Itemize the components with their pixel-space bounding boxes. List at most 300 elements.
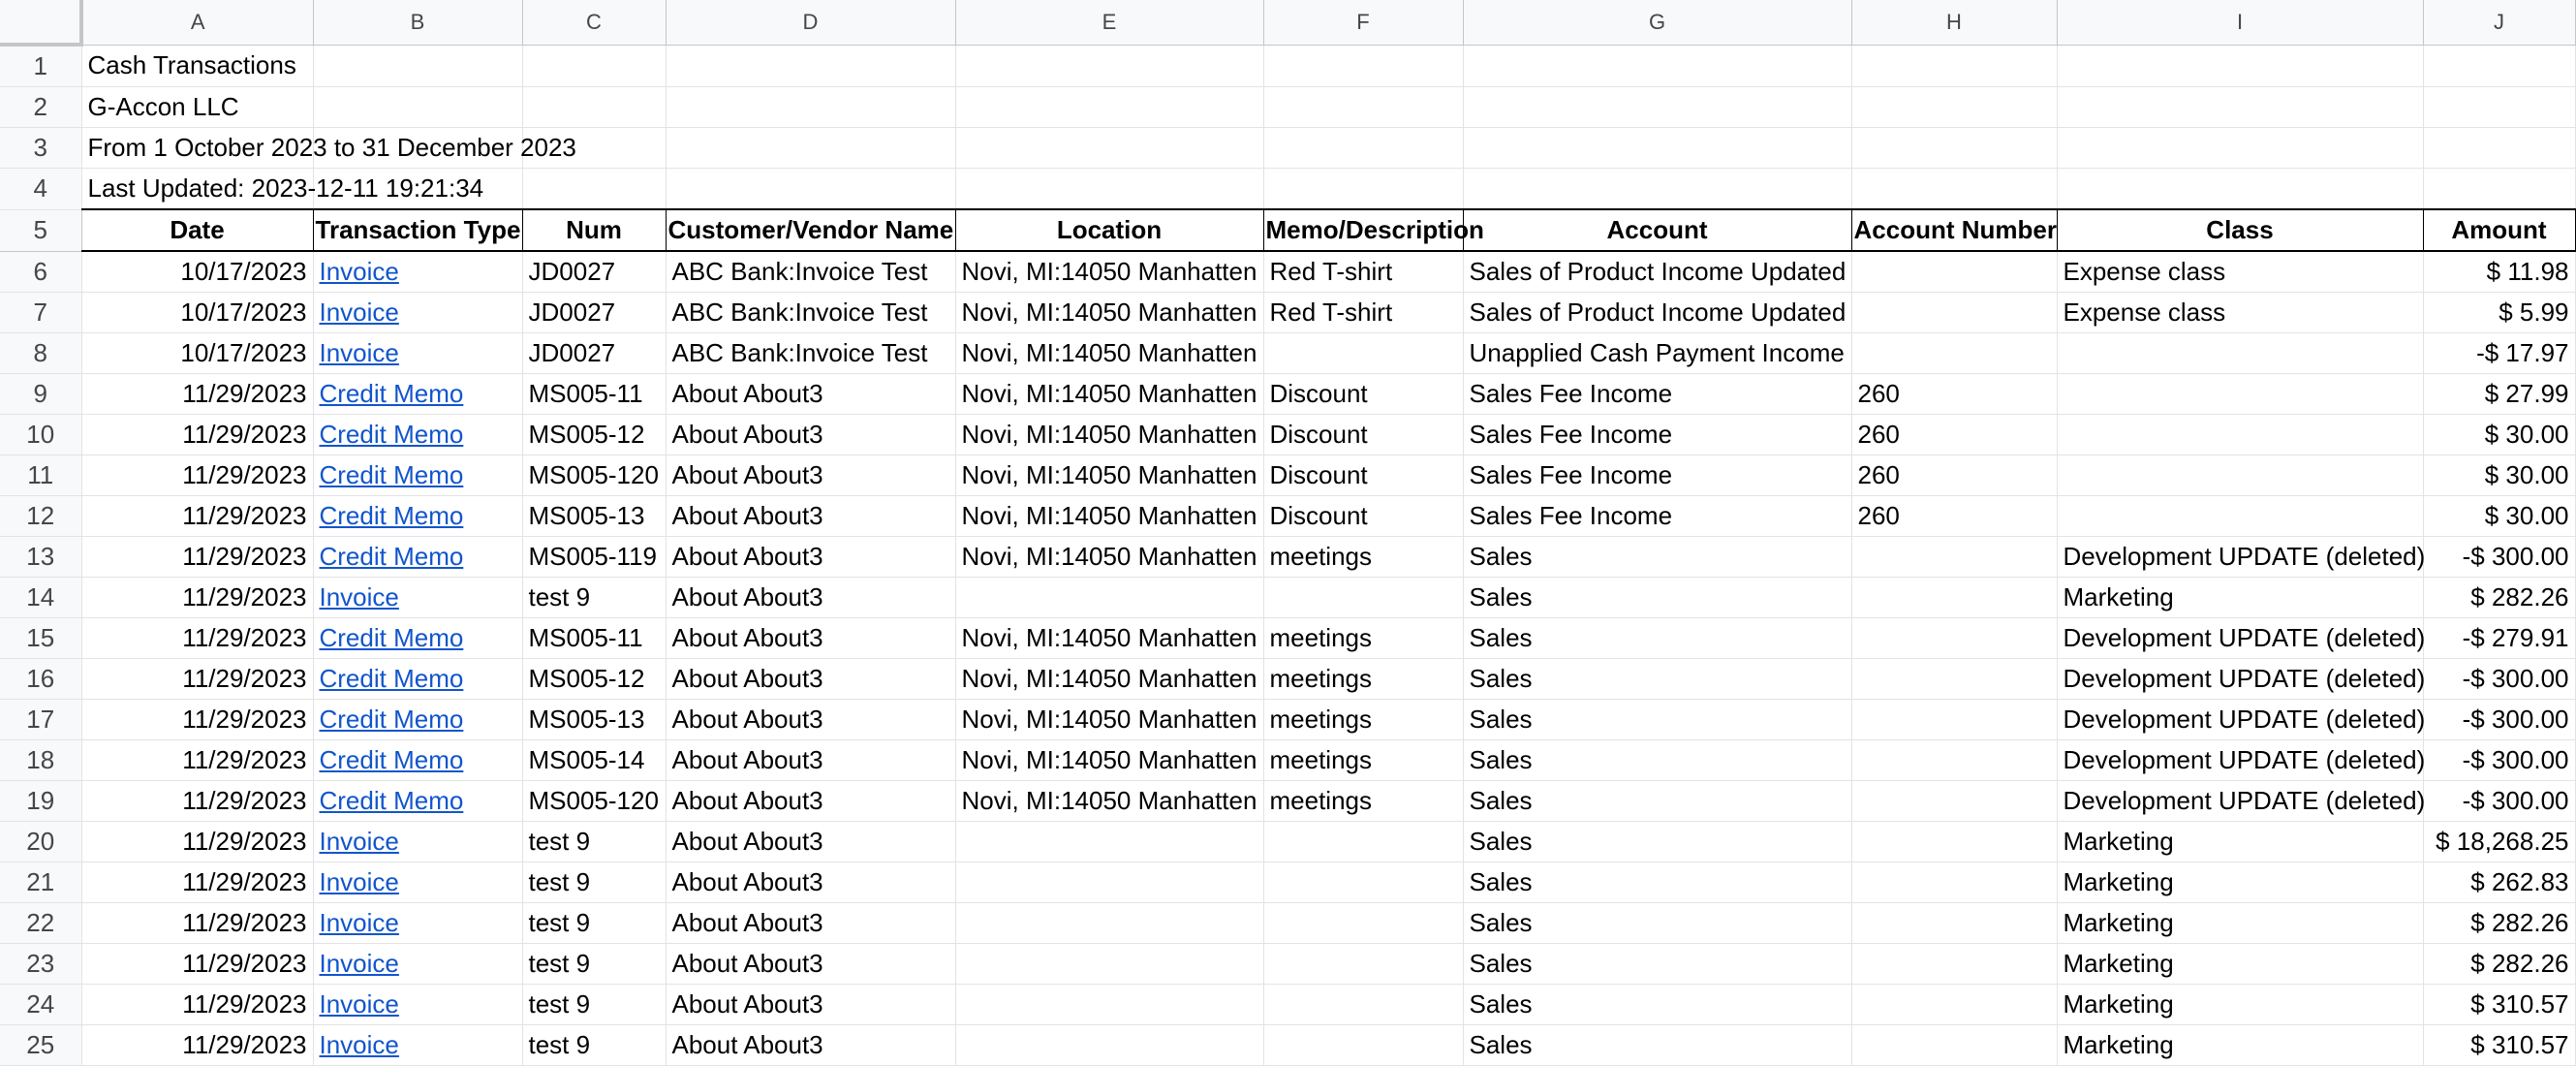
memo-cell[interactable] xyxy=(1263,333,1463,374)
account-number-cell[interactable] xyxy=(1851,659,2057,700)
account-number-cell[interactable]: 260 xyxy=(1851,415,2057,455)
transaction-type-cell[interactable] xyxy=(313,1025,522,1066)
header-class[interactable]: Class xyxy=(2057,209,2423,251)
class-cell[interactable] xyxy=(2057,455,2423,496)
row-header[interactable]: 8 xyxy=(0,333,81,374)
transaction-link[interactable]: Invoice xyxy=(319,338,399,367)
row-header[interactable]: 21 xyxy=(0,862,81,903)
account-number-cell[interactable] xyxy=(1851,903,2057,944)
transaction-link[interactable]: Invoice xyxy=(319,827,399,856)
date-cell[interactable]: 11/29/2023 xyxy=(81,985,313,1025)
column-header-c[interactable]: C xyxy=(522,0,666,45)
num-cell[interactable]: MS005-11 xyxy=(522,374,666,415)
num-cell[interactable]: MS005-14 xyxy=(522,740,666,781)
num-cell[interactable]: MS005-120 xyxy=(522,781,666,822)
transaction-type-cell[interactable] xyxy=(313,903,522,944)
transaction-link[interactable]: Credit Memo xyxy=(319,379,464,408)
amount-cell[interactable]: -$ 300.00 xyxy=(2423,740,2575,781)
date-range-cell[interactable]: From 1 October 2023 to 31 December 2023 xyxy=(81,128,313,169)
customer-vendor-cell[interactable]: About About3 xyxy=(666,455,955,496)
row-header[interactable]: 19 xyxy=(0,781,81,822)
memo-cell[interactable]: Discount xyxy=(1263,374,1463,415)
memo-cell[interactable] xyxy=(1263,1025,1463,1066)
report-title-cell[interactable]: Cash Transactions xyxy=(81,45,313,87)
customer-vendor-cell[interactable]: ABC Bank:Invoice Test xyxy=(666,293,955,333)
memo-cell[interactable]: Red T-shirt xyxy=(1263,293,1463,333)
num-cell[interactable]: JD0027 xyxy=(522,293,666,333)
transaction-type-cell[interactable] xyxy=(313,781,522,822)
memo-cell[interactable] xyxy=(1263,903,1463,944)
customer-vendor-cell[interactable]: About About3 xyxy=(666,415,955,455)
row-header[interactable]: 11 xyxy=(0,455,81,496)
amount-cell[interactable]: $ 282.26 xyxy=(2423,578,2575,618)
account-number-cell[interactable] xyxy=(1851,944,2057,985)
customer-vendor-cell[interactable]: About About3 xyxy=(666,862,955,903)
class-cell[interactable]: Expense class xyxy=(2057,251,2423,293)
customer-vendor-cell[interactable]: About About3 xyxy=(666,1025,955,1066)
num-cell[interactable]: MS005-11 xyxy=(522,618,666,659)
memo-cell[interactable]: Red T-shirt xyxy=(1263,251,1463,293)
num-cell[interactable]: MS005-12 xyxy=(522,659,666,700)
location-cell[interactable] xyxy=(955,985,1263,1025)
num-cell[interactable]: test 9 xyxy=(522,1025,666,1066)
class-cell[interactable]: Development UPDATE (deleted) xyxy=(2057,740,2423,781)
amount-cell[interactable]: $ 5.99 xyxy=(2423,293,2575,333)
date-cell[interactable]: 11/29/2023 xyxy=(81,496,313,537)
date-cell[interactable]: 10/17/2023 xyxy=(81,251,313,293)
memo-cell[interactable]: Discount xyxy=(1263,415,1463,455)
row-header[interactable]: 5 xyxy=(0,209,81,251)
customer-vendor-cell[interactable]: About About3 xyxy=(666,700,955,740)
header-amount[interactable]: Amount xyxy=(2423,209,2575,251)
account-cell[interactable]: Sales xyxy=(1463,618,1851,659)
transaction-link[interactable]: Invoice xyxy=(319,1030,399,1059)
date-cell[interactable]: 11/29/2023 xyxy=(81,415,313,455)
amount-cell[interactable]: $ 262.83 xyxy=(2423,862,2575,903)
account-number-cell[interactable] xyxy=(1851,293,2057,333)
cell[interactable] xyxy=(955,87,1263,128)
location-cell[interactable]: Novi, MI:14050 Manhatten xyxy=(955,618,1263,659)
cell[interactable] xyxy=(1463,45,1851,87)
account-number-cell[interactable] xyxy=(1851,985,2057,1025)
row-header[interactable]: 16 xyxy=(0,659,81,700)
date-cell[interactable]: 11/29/2023 xyxy=(81,944,313,985)
class-cell[interactable]: Development UPDATE (deleted) xyxy=(2057,659,2423,700)
row-header[interactable]: 1 xyxy=(0,45,81,87)
account-cell[interactable]: Sales xyxy=(1463,781,1851,822)
account-cell[interactable]: Unapplied Cash Payment Income xyxy=(1463,333,1851,374)
num-cell[interactable]: test 9 xyxy=(522,903,666,944)
date-cell[interactable]: 10/17/2023 xyxy=(81,293,313,333)
amount-cell[interactable]: $ 11.98 xyxy=(2423,251,2575,293)
header-memo-description[interactable]: Memo/Description xyxy=(1263,209,1463,251)
transaction-type-cell[interactable] xyxy=(313,578,522,618)
header-account-number[interactable]: Account Number xyxy=(1851,209,2057,251)
memo-cell[interactable] xyxy=(1263,944,1463,985)
location-cell[interactable]: Novi, MI:14050 Manhatten xyxy=(955,374,1263,415)
num-cell[interactable]: MS005-13 xyxy=(522,496,666,537)
customer-vendor-cell[interactable]: About About3 xyxy=(666,903,955,944)
amount-cell[interactable]: $ 310.57 xyxy=(2423,1025,2575,1066)
cell[interactable] xyxy=(522,45,666,87)
row-header[interactable]: 9 xyxy=(0,374,81,415)
location-cell[interactable] xyxy=(955,1025,1263,1066)
transaction-link[interactable]: Invoice xyxy=(319,949,399,978)
column-header-f[interactable]: F xyxy=(1263,0,1463,45)
account-cell[interactable]: Sales xyxy=(1463,740,1851,781)
amount-cell[interactable]: $ 18,268.25 xyxy=(2423,822,2575,862)
date-cell[interactable]: 11/29/2023 xyxy=(81,1025,313,1066)
date-cell[interactable]: 11/29/2023 xyxy=(81,822,313,862)
customer-vendor-cell[interactable]: About About3 xyxy=(666,496,955,537)
customer-vendor-cell[interactable]: About About3 xyxy=(666,537,955,578)
transaction-link[interactable]: Invoice xyxy=(319,257,399,286)
cell[interactable] xyxy=(955,169,1263,210)
location-cell[interactable]: Novi, MI:14050 Manhatten xyxy=(955,496,1263,537)
memo-cell[interactable]: meetings xyxy=(1263,700,1463,740)
column-header-h[interactable]: H xyxy=(1851,0,2057,45)
row-header[interactable]: 18 xyxy=(0,740,81,781)
transaction-link[interactable]: Invoice xyxy=(319,582,399,611)
column-header-i[interactable]: I xyxy=(2057,0,2423,45)
row-header[interactable]: 22 xyxy=(0,903,81,944)
customer-vendor-cell[interactable]: About About3 xyxy=(666,740,955,781)
transaction-type-cell[interactable] xyxy=(313,822,522,862)
num-cell[interactable]: MS005-119 xyxy=(522,537,666,578)
account-number-cell[interactable]: 260 xyxy=(1851,374,2057,415)
num-cell[interactable]: test 9 xyxy=(522,862,666,903)
cell[interactable] xyxy=(955,128,1263,169)
date-cell[interactable]: 11/29/2023 xyxy=(81,781,313,822)
num-cell[interactable]: test 9 xyxy=(522,822,666,862)
row-header[interactable]: 15 xyxy=(0,618,81,659)
location-cell[interactable] xyxy=(955,578,1263,618)
transaction-link[interactable]: Credit Memo xyxy=(319,542,464,571)
account-cell[interactable]: Sales xyxy=(1463,659,1851,700)
row-header[interactable]: 20 xyxy=(0,822,81,862)
customer-vendor-cell[interactable]: ABC Bank:Invoice Test xyxy=(666,333,955,374)
account-number-cell[interactable] xyxy=(1851,537,2057,578)
date-cell[interactable]: 11/29/2023 xyxy=(81,659,313,700)
account-number-cell[interactable] xyxy=(1851,578,2057,618)
class-cell[interactable]: Development UPDATE (deleted) xyxy=(2057,700,2423,740)
row-header[interactable]: 23 xyxy=(0,944,81,985)
amount-cell[interactable]: $ 30.00 xyxy=(2423,496,2575,537)
column-header-a[interactable]: A xyxy=(81,0,313,45)
account-number-cell[interactable] xyxy=(1851,251,2057,293)
row-header[interactable]: 25 xyxy=(0,1025,81,1066)
location-cell[interactable]: Novi, MI:14050 Manhatten xyxy=(955,333,1263,374)
account-cell[interactable]: Sales of Product Income Updated xyxy=(1463,293,1851,333)
date-cell[interactable]: 10/17/2023 xyxy=(81,333,313,374)
row-header[interactable]: 2 xyxy=(0,87,81,128)
transaction-type-cell[interactable] xyxy=(313,740,522,781)
location-cell[interactable] xyxy=(955,822,1263,862)
row-header[interactable]: 24 xyxy=(0,985,81,1025)
account-cell[interactable]: Sales Fee Income xyxy=(1463,374,1851,415)
account-cell[interactable]: Sales xyxy=(1463,985,1851,1025)
cell[interactable] xyxy=(1463,169,1851,210)
date-cell[interactable]: 11/29/2023 xyxy=(81,455,313,496)
num-cell[interactable]: MS005-120 xyxy=(522,455,666,496)
transaction-type-cell[interactable] xyxy=(313,700,522,740)
row-header[interactable]: 17 xyxy=(0,700,81,740)
amount-cell[interactable]: $ 30.00 xyxy=(2423,455,2575,496)
transaction-link[interactable]: Credit Memo xyxy=(319,420,464,449)
customer-vendor-cell[interactable]: About About3 xyxy=(666,944,955,985)
num-cell[interactable]: JD0027 xyxy=(522,251,666,293)
column-header-b[interactable]: B xyxy=(313,0,522,45)
account-number-cell[interactable]: 260 xyxy=(1851,496,2057,537)
cell[interactable] xyxy=(1851,128,2057,169)
header-account[interactable]: Account xyxy=(1463,209,1851,251)
transaction-link[interactable]: Credit Memo xyxy=(319,460,464,489)
account-cell[interactable]: Sales xyxy=(1463,903,1851,944)
memo-cell[interactable]: meetings xyxy=(1263,618,1463,659)
transaction-link[interactable]: Invoice xyxy=(319,908,399,937)
num-cell[interactable]: test 9 xyxy=(522,944,666,985)
row-header[interactable]: 12 xyxy=(0,496,81,537)
transaction-type-cell[interactable] xyxy=(313,659,522,700)
memo-cell[interactable] xyxy=(1263,822,1463,862)
customer-vendor-cell[interactable]: About About3 xyxy=(666,781,955,822)
transaction-link[interactable]: Credit Memo xyxy=(319,705,464,734)
column-header-d[interactable]: D xyxy=(666,0,955,45)
memo-cell[interactable]: meetings xyxy=(1263,537,1463,578)
cell[interactable] xyxy=(1851,87,2057,128)
header-customer-vendor-name[interactable]: Customer/Vendor Name xyxy=(666,209,955,251)
amount-cell[interactable]: -$ 17.97 xyxy=(2423,333,2575,374)
date-cell[interactable]: 11/29/2023 xyxy=(81,740,313,781)
amount-cell[interactable]: $ 282.26 xyxy=(2423,944,2575,985)
cell[interactable] xyxy=(2423,45,2575,87)
account-number-cell[interactable]: 260 xyxy=(1851,455,2057,496)
transaction-type-cell[interactable] xyxy=(313,374,522,415)
customer-vendor-cell[interactable]: About About3 xyxy=(666,659,955,700)
amount-cell[interactable]: -$ 300.00 xyxy=(2423,700,2575,740)
account-number-cell[interactable] xyxy=(1851,781,2057,822)
account-cell[interactable]: Sales xyxy=(1463,1025,1851,1066)
num-cell[interactable]: JD0027 xyxy=(522,333,666,374)
num-cell[interactable]: test 9 xyxy=(522,578,666,618)
cell[interactable] xyxy=(2423,128,2575,169)
memo-cell[interactable] xyxy=(1263,862,1463,903)
transaction-type-cell[interactable] xyxy=(313,293,522,333)
class-cell[interactable]: Marketing xyxy=(2057,1025,2423,1066)
class-cell[interactable]: Expense class xyxy=(2057,293,2423,333)
account-cell[interactable]: Sales xyxy=(1463,822,1851,862)
row-header[interactable]: 3 xyxy=(0,128,81,169)
date-cell[interactable]: 11/29/2023 xyxy=(81,903,313,944)
class-cell[interactable]: Marketing xyxy=(2057,903,2423,944)
class-cell[interactable] xyxy=(2057,374,2423,415)
cell[interactable] xyxy=(522,169,666,210)
cell[interactable] xyxy=(522,87,666,128)
row-header[interactable]: 10 xyxy=(0,415,81,455)
company-name-cell[interactable]: G-Accon LLC xyxy=(81,87,313,128)
transaction-type-cell[interactable] xyxy=(313,862,522,903)
account-cell[interactable]: Sales xyxy=(1463,537,1851,578)
select-all-corner[interactable] xyxy=(0,0,81,45)
transaction-type-cell[interactable] xyxy=(313,455,522,496)
location-cell[interactable] xyxy=(955,944,1263,985)
account-number-cell[interactable] xyxy=(1851,862,2057,903)
cell[interactable] xyxy=(666,128,955,169)
cell[interactable] xyxy=(955,45,1263,87)
row-header[interactable]: 4 xyxy=(0,169,81,210)
transaction-type-cell[interactable] xyxy=(313,415,522,455)
cell[interactable] xyxy=(2057,87,2423,128)
class-cell[interactable]: Marketing xyxy=(2057,862,2423,903)
row-header[interactable]: 6 xyxy=(0,251,81,293)
memo-cell[interactable] xyxy=(1263,578,1463,618)
header-num[interactable]: Num xyxy=(522,209,666,251)
location-cell[interactable]: Novi, MI:14050 Manhatten xyxy=(955,415,1263,455)
class-cell[interactable] xyxy=(2057,496,2423,537)
location-cell[interactable]: Novi, MI:14050 Manhatten xyxy=(955,537,1263,578)
cell[interactable] xyxy=(2423,169,2575,210)
location-cell[interactable]: Novi, MI:14050 Manhatten xyxy=(955,251,1263,293)
transaction-type-cell[interactable] xyxy=(313,944,522,985)
row-header[interactable]: 14 xyxy=(0,578,81,618)
transaction-link[interactable]: Credit Memo xyxy=(319,745,464,774)
amount-cell[interactable]: $ 30.00 xyxy=(2423,415,2575,455)
memo-cell[interactable]: Discount xyxy=(1263,455,1463,496)
cell[interactable] xyxy=(1263,169,1463,210)
transaction-link[interactable]: Invoice xyxy=(319,989,399,1019)
memo-cell[interactable]: Discount xyxy=(1263,496,1463,537)
cell[interactable] xyxy=(1463,87,1851,128)
cell[interactable] xyxy=(2057,169,2423,210)
transaction-link[interactable]: Credit Memo xyxy=(319,664,464,693)
location-cell[interactable] xyxy=(955,903,1263,944)
customer-vendor-cell[interactable]: About About3 xyxy=(666,374,955,415)
cell[interactable] xyxy=(313,45,522,87)
location-cell[interactable]: Novi, MI:14050 Manhatten xyxy=(955,740,1263,781)
column-header-e[interactable]: E xyxy=(955,0,1263,45)
cell[interactable] xyxy=(1851,169,2057,210)
header-location[interactable]: Location xyxy=(955,209,1263,251)
column-header-j[interactable]: J xyxy=(2423,0,2575,45)
account-cell[interactable]: Sales xyxy=(1463,700,1851,740)
last-updated-cell[interactable]: Last Updated: 2023-12-11 19:21:34 xyxy=(81,169,313,210)
account-cell[interactable]: Sales of Product Income Updated xyxy=(1463,251,1851,293)
account-number-cell[interactable] xyxy=(1851,700,2057,740)
class-cell[interactable]: Development UPDATE (deleted) xyxy=(2057,537,2423,578)
cell[interactable] xyxy=(1463,128,1851,169)
location-cell[interactable]: Novi, MI:14050 Manhatten xyxy=(955,293,1263,333)
transaction-link[interactable]: Credit Memo xyxy=(319,501,464,530)
location-cell[interactable]: Novi, MI:14050 Manhatten xyxy=(955,781,1263,822)
class-cell[interactable]: Marketing xyxy=(2057,822,2423,862)
cell[interactable] xyxy=(313,87,522,128)
account-cell[interactable]: Sales xyxy=(1463,862,1851,903)
row-header[interactable]: 13 xyxy=(0,537,81,578)
row-header[interactable]: 7 xyxy=(0,293,81,333)
customer-vendor-cell[interactable]: About About3 xyxy=(666,822,955,862)
class-cell[interactable]: Marketing xyxy=(2057,944,2423,985)
transaction-link[interactable]: Invoice xyxy=(319,298,399,327)
account-cell[interactable]: Sales xyxy=(1463,578,1851,618)
transaction-type-cell[interactable] xyxy=(313,333,522,374)
account-cell[interactable]: Sales Fee Income xyxy=(1463,415,1851,455)
cell[interactable] xyxy=(2057,128,2423,169)
class-cell[interactable]: Development UPDATE (deleted) xyxy=(2057,781,2423,822)
transaction-type-cell[interactable] xyxy=(313,985,522,1025)
account-cell[interactable]: Sales Fee Income xyxy=(1463,455,1851,496)
transaction-type-cell[interactable] xyxy=(313,618,522,659)
transaction-link[interactable]: Invoice xyxy=(319,867,399,896)
class-cell[interactable]: Development UPDATE (deleted) xyxy=(2057,618,2423,659)
account-number-cell[interactable] xyxy=(1851,740,2057,781)
amount-cell[interactable]: $ 310.57 xyxy=(2423,985,2575,1025)
customer-vendor-cell[interactable]: ABC Bank:Invoice Test xyxy=(666,251,955,293)
num-cell[interactable]: MS005-12 xyxy=(522,415,666,455)
cell[interactable] xyxy=(2057,45,2423,87)
transaction-type-cell[interactable] xyxy=(313,251,522,293)
amount-cell[interactable]: -$ 300.00 xyxy=(2423,659,2575,700)
memo-cell[interactable]: meetings xyxy=(1263,781,1463,822)
date-cell[interactable]: 11/29/2023 xyxy=(81,537,313,578)
account-number-cell[interactable] xyxy=(1851,1025,2057,1066)
cell[interactable] xyxy=(666,169,955,210)
column-header-g[interactable]: G xyxy=(1463,0,1851,45)
class-cell[interactable]: Marketing xyxy=(2057,985,2423,1025)
class-cell[interactable] xyxy=(2057,415,2423,455)
class-cell[interactable] xyxy=(2057,333,2423,374)
transaction-link[interactable]: Credit Memo xyxy=(319,786,464,815)
cell[interactable] xyxy=(666,45,955,87)
num-cell[interactable]: test 9 xyxy=(522,985,666,1025)
cell[interactable] xyxy=(666,87,955,128)
memo-cell[interactable] xyxy=(1263,985,1463,1025)
class-cell[interactable]: Marketing xyxy=(2057,578,2423,618)
num-cell[interactable]: MS005-13 xyxy=(522,700,666,740)
account-cell[interactable]: Sales xyxy=(1463,944,1851,985)
date-cell[interactable]: 11/29/2023 xyxy=(81,578,313,618)
account-number-cell[interactable] xyxy=(1851,333,2057,374)
cell[interactable] xyxy=(1263,128,1463,169)
cell[interactable] xyxy=(2423,87,2575,128)
customer-vendor-cell[interactable]: About About3 xyxy=(666,985,955,1025)
amount-cell[interactable]: $ 282.26 xyxy=(2423,903,2575,944)
transaction-type-cell[interactable] xyxy=(313,496,522,537)
account-number-cell[interactable] xyxy=(1851,618,2057,659)
transaction-type-cell[interactable] xyxy=(313,537,522,578)
memo-cell[interactable]: meetings xyxy=(1263,659,1463,700)
transaction-link[interactable]: Credit Memo xyxy=(319,623,464,652)
account-number-cell[interactable] xyxy=(1851,822,2057,862)
cell[interactable] xyxy=(1263,87,1463,128)
location-cell[interactable] xyxy=(955,862,1263,903)
cell[interactable] xyxy=(1851,45,2057,87)
location-cell[interactable]: Novi, MI:14050 Manhatten xyxy=(955,700,1263,740)
account-cell[interactable]: Sales Fee Income xyxy=(1463,496,1851,537)
amount-cell[interactable]: -$ 300.00 xyxy=(2423,781,2575,822)
header-transaction-type[interactable]: Transaction Type xyxy=(313,209,522,251)
amount-cell[interactable]: -$ 279.91 xyxy=(2423,618,2575,659)
date-cell[interactable]: 11/29/2023 xyxy=(81,618,313,659)
cell[interactable] xyxy=(1263,45,1463,87)
amount-cell[interactable]: $ 27.99 xyxy=(2423,374,2575,415)
customer-vendor-cell[interactable]: About About3 xyxy=(666,618,955,659)
location-cell[interactable]: Novi, MI:14050 Manhatten xyxy=(955,455,1263,496)
date-cell[interactable]: 11/29/2023 xyxy=(81,862,313,903)
date-cell[interactable]: 11/29/2023 xyxy=(81,700,313,740)
customer-vendor-cell[interactable]: About About3 xyxy=(666,578,955,618)
memo-cell[interactable]: meetings xyxy=(1263,740,1463,781)
amount-cell[interactable]: -$ 300.00 xyxy=(2423,537,2575,578)
